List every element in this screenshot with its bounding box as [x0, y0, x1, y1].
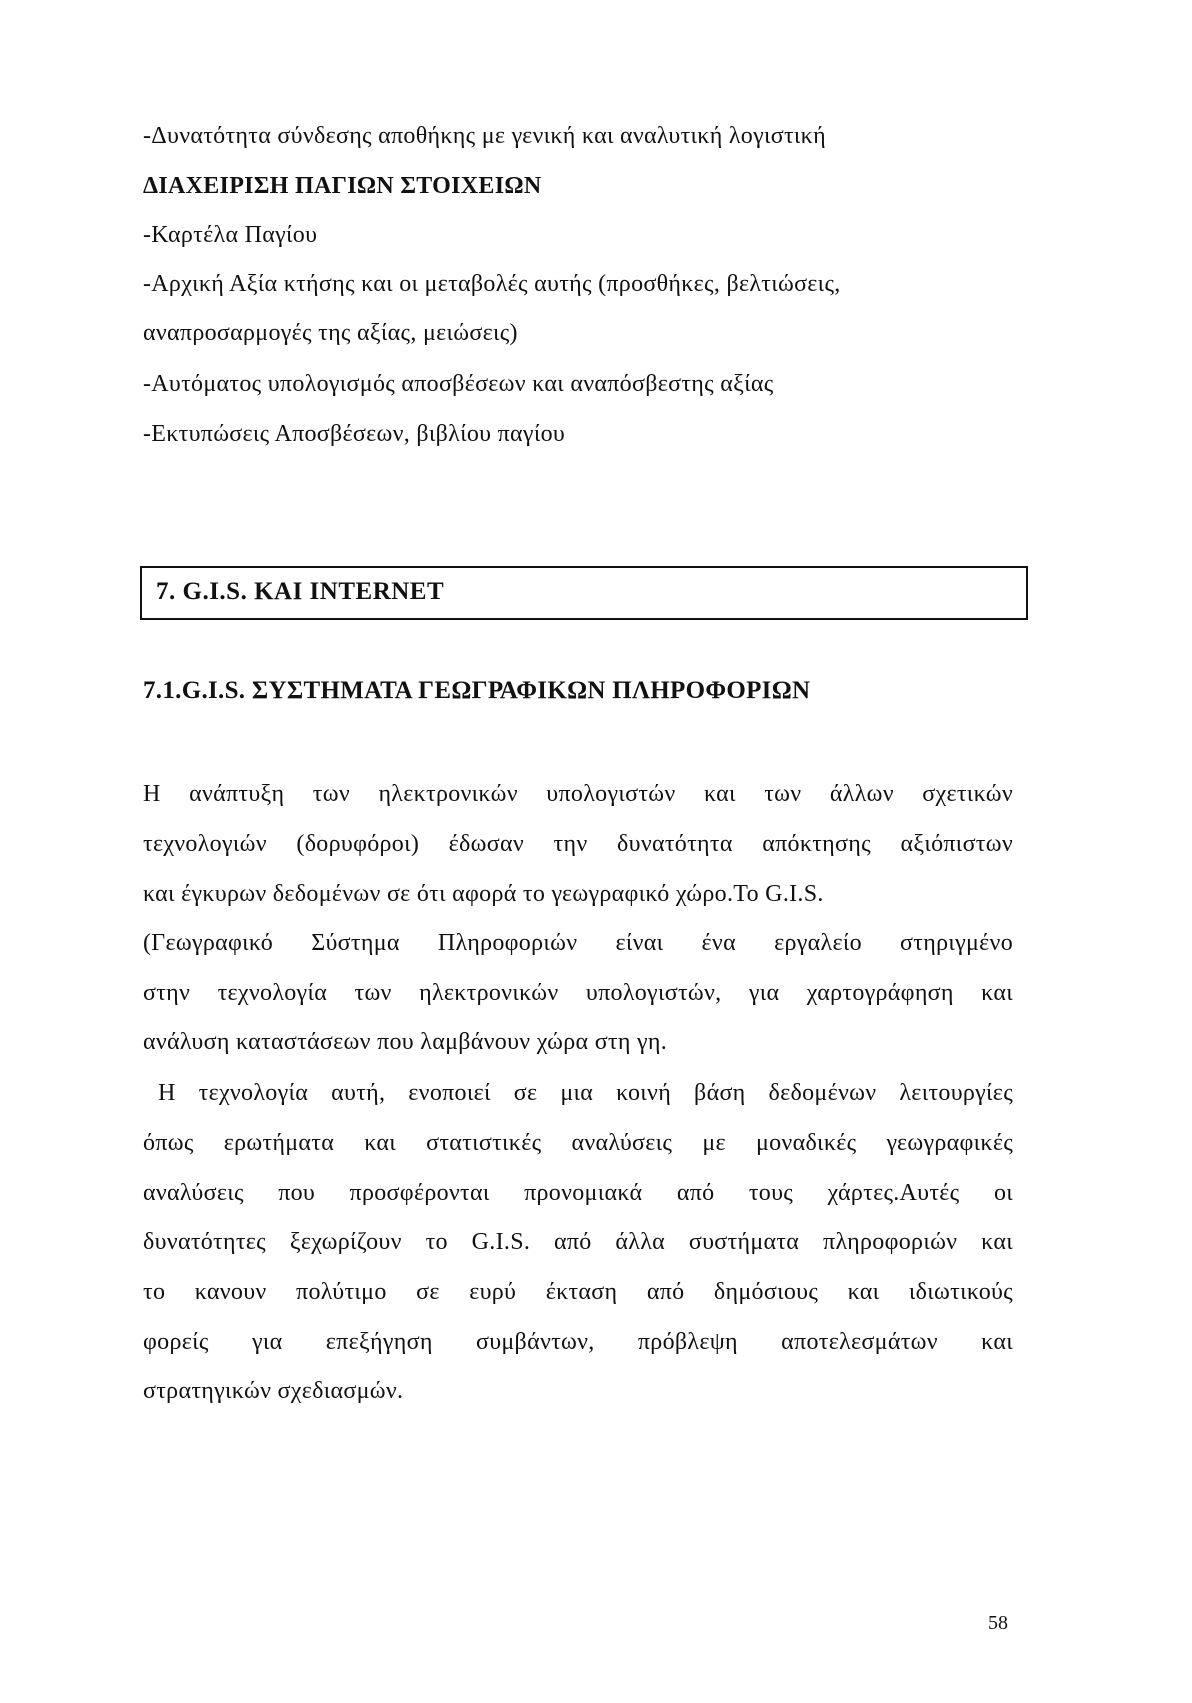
paragraph-line: Η τεχνολογία αυτή, ενοποιεί σε μια κοινή βάση δεδομένων λειτουργίες: [158, 1080, 1013, 1106]
subsection-title: 7.1.G.I.S. ΣΥΣΤΗΜΑΤΑ ΓΕΩΓΡΑΦΙΚΩΝ ΠΛΗΡΟΦΟΡΙΩΝ: [143, 677, 811, 704]
section-title-box: [140, 566, 1028, 620]
paragraph-line: στην τεχνολογία των ηλεκτρονικών υπολογιστών, για χαρτογράφηση και: [143, 980, 1013, 1006]
paragraph-line: το κανουν πολύτιμο σε ευρύ έκταση από δημόσιους και ιδιωτικούς: [143, 1279, 1013, 1305]
list-item-continuation: αναπροσαρμογές της αξίας, μειώσεις): [143, 320, 518, 346]
paragraph-line: δυνατότητες ξεχωρίζουν το G.I.S. από άλλα συστήματα πληροφοριών και: [143, 1229, 1013, 1255]
paragraph-line: φορείς για επεξήγηση συμβάντων, πρόβλεψη αποτελεσμάτων και: [143, 1329, 1013, 1355]
page-number: 58: [988, 1612, 1008, 1634]
paragraph-line: ανάλυση καταστάσεων που λαμβάνουν χώρα στη γη.: [143, 1029, 668, 1055]
paragraph-line: Η ανάπτυξη των ηλεκτρονικών υπολογιστών και των άλλων σχετικών: [143, 781, 1013, 807]
paragraph-line: αναλύσεις που προσφέρονται προνομιακά από τους χάρτες.Αυτές οι: [143, 1180, 1013, 1206]
list-item: -Εκτυπώσεις Αποσβέσεων, βιβλίου παγίου: [143, 421, 566, 447]
paragraph-line: και έγκυρων δεδομένων σε ότι αφορά το γεωγραφικό χώρο.Το G.I.S.: [143, 881, 824, 907]
section-heading-fixed-assets: ΔΙΑΧΕΙΡΙΣΗ ΠΑΓΙΩΝ ΣΤΟΙΧΕΙΩΝ: [143, 173, 542, 199]
list-item: -Δυνατότητα σύνδεσης αποθήκης με γενική και αναλυτική λογιστική: [143, 123, 826, 149]
list-item: -Αρχική Αξία κτήσης και οι μεταβολές αυτής (προσθήκες, βελτιώσεις,: [143, 271, 841, 297]
list-item: -Καρτέλα Παγίου: [143, 222, 318, 248]
list-item: -Αυτόματος υπολογισμός αποσβέσεων και αναπόσβεστης αξίας: [143, 371, 774, 397]
paragraph-line: τεχνολογιών (δορυφόροι) έδωσαν την δυνατότητα απόκτησης αξιόπιστων: [143, 831, 1013, 857]
paragraph-line: στρατηγικών σχεδιασμών.: [143, 1378, 404, 1404]
section-title: 7. G.I.S. ΚΑΙ INTERNET: [156, 578, 445, 605]
paragraph-line: όπως ερωτήματα και στατιστικές αναλύσεις με μοναδικές γεωγραφικές: [143, 1130, 1013, 1156]
paragraph-line: (Γεωγραφικό Σύστημα Πληροφοριών είναι ένα εργαλείο στηριγμένο: [143, 930, 1013, 956]
